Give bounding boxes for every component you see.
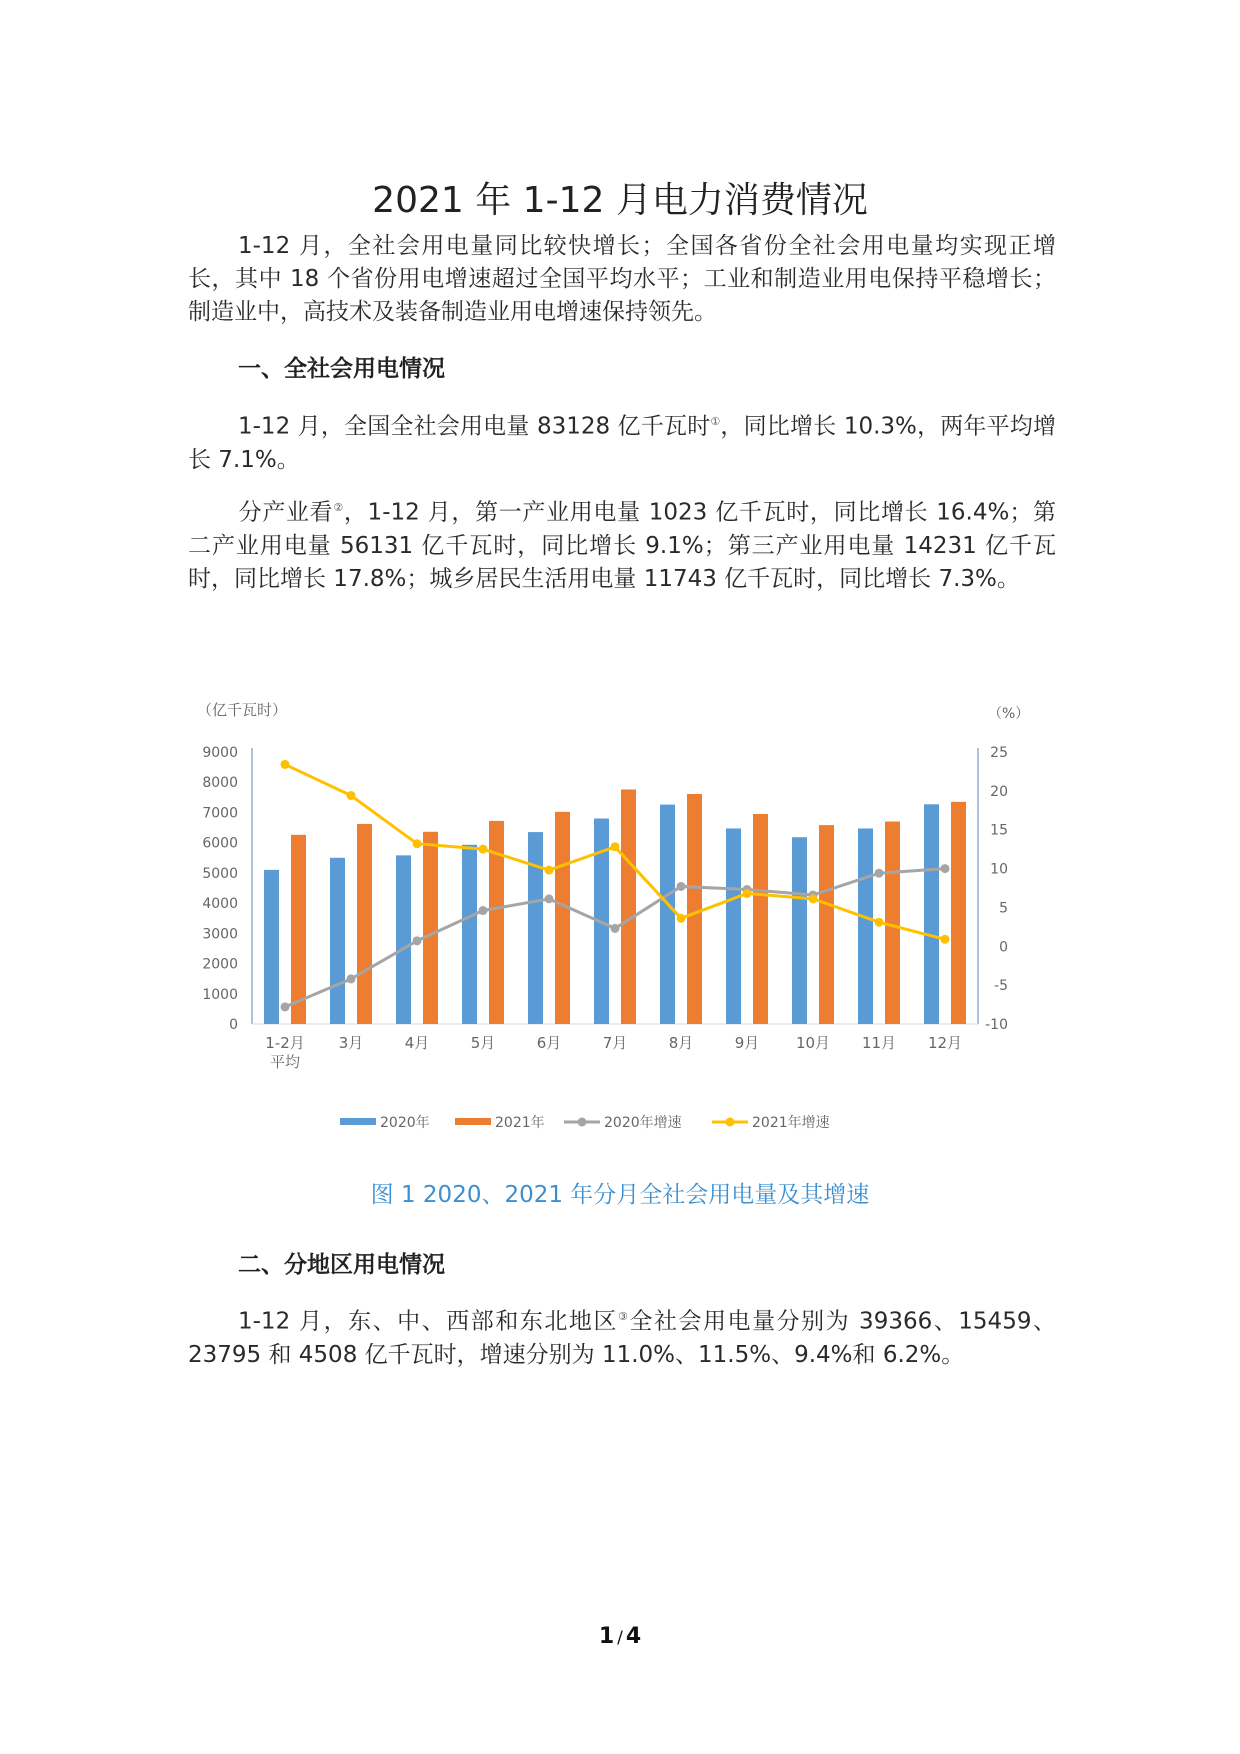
point-2021-growth <box>281 760 290 769</box>
point-2021-growth <box>875 918 884 927</box>
right-tick-label: 25 <box>990 745 1008 761</box>
point-2021-growth <box>545 866 554 875</box>
right-tick-label: 15 <box>990 822 1008 839</box>
bar-2021 <box>885 822 900 1024</box>
footnote-mark-1: ① <box>710 415 721 428</box>
legend-label-0: 2020年 <box>380 1115 430 1131</box>
section1-heading: 一、全社会用电情况 <box>238 356 445 382</box>
footnote-mark-3: ③ <box>618 1310 630 1323</box>
right-tick-label: 10 <box>990 861 1008 878</box>
bar-2020 <box>924 804 939 1024</box>
footnote-mark-2: ② <box>333 501 344 514</box>
legend-marker-3 <box>726 1118 735 1127</box>
bar-2020 <box>330 858 345 1024</box>
point-2020-growth <box>545 894 554 903</box>
point-2021-growth <box>677 914 686 923</box>
left-tick-label: 4000 <box>202 896 238 913</box>
right-tick-label: -10 <box>985 1017 1008 1033</box>
section2-paragraph1 <box>188 1300 1056 1372</box>
right-tick-label: 20 <box>990 783 1008 800</box>
point-2021-growth <box>347 791 356 800</box>
left-tick-label: 1000 <box>202 986 238 1003</box>
point-2020-growth <box>941 864 950 873</box>
s1p1-text-b: ，同比增长 10.3%，两年平均增长 7.1%。 <box>188 413 1056 473</box>
chart-labels <box>197 701 1029 1071</box>
intro-text: 1-12 月，全社会用电量同比较快增长；全国各省份全社会用电量均实现正增长，其中 18 个省份用电增速超过全国平均水平；工业和制造业用电保持平稳增长；制造业中，高技术及装备制造业用电增速保持领先。 <box>188 233 1056 325</box>
bar-2020 <box>726 828 741 1024</box>
bar-2021 <box>291 835 306 1024</box>
x-tick-label: 5月 <box>470 1034 496 1052</box>
point-2021-growth <box>809 894 818 903</box>
x-tick-label: 平均 <box>269 1053 301 1071</box>
line-2020-growth <box>285 869 945 1007</box>
x-tick-label: 10月 <box>795 1034 831 1052</box>
chart-lines <box>281 760 950 1011</box>
legend-marker-2 <box>578 1118 587 1127</box>
page-separator: / <box>617 1628 623 1648</box>
bar-2021 <box>819 825 834 1024</box>
left-tick-label: 5000 <box>202 865 238 882</box>
right-tick-label: 0 <box>999 939 1008 956</box>
section2-heading: 二、分地区用电情况 <box>238 1252 445 1278</box>
x-tick-label: 7月 <box>602 1034 628 1052</box>
bar-2021 <box>621 789 636 1024</box>
left-tick-label: 9000 <box>202 745 238 761</box>
point-2020-growth <box>611 924 620 933</box>
legend-label-2: 2020年增速 <box>604 1115 682 1131</box>
point-2021-growth <box>743 889 752 898</box>
point-2021-growth <box>611 842 620 851</box>
x-tick-label: 4月 <box>404 1034 430 1052</box>
left-tick-label: 6000 <box>202 835 238 852</box>
legend-swatch-1 <box>455 1118 491 1125</box>
point-2020-growth <box>677 882 686 891</box>
line-2021-growth <box>285 764 945 939</box>
bar-2021 <box>555 812 570 1024</box>
bar-2020 <box>528 832 543 1024</box>
page-number <box>0 1624 1240 1649</box>
document-title: 2021 年 1-12 月电力消费情况 <box>372 180 868 221</box>
s2p1-text-a: 1-12 月，东、中、西部和东北地区 <box>238 1308 618 1335</box>
left-tick-label: 8000 <box>202 775 238 792</box>
right-tick-label: -5 <box>994 978 1008 995</box>
point-2021-growth <box>941 935 950 944</box>
legend-label-3: 2021年增速 <box>752 1115 830 1131</box>
s1p2-text-b: ，1-12 月，第一产业用电量 1023 亿千瓦时，同比增长 16.4%；第二产业用电量 56131 亿千瓦时，同比增长 9.1%；第三产业用电量 14231 亿千瓦时，同比增长 17.8%；城乡居民生活用电量 11743 亿千瓦时，同比增长 7.3%。 <box>188 499 1056 592</box>
bar-2020 <box>858 828 873 1024</box>
chart-bars <box>264 789 966 1024</box>
x-tick-label: 9月 <box>734 1034 760 1052</box>
x-tick-label: 6月 <box>536 1034 562 1052</box>
x-tick-label: 3月 <box>338 1034 364 1052</box>
point-2020-growth <box>347 974 356 983</box>
x-tick-label: 12月 <box>927 1034 963 1052</box>
bar-2021 <box>951 802 966 1024</box>
bar-2020 <box>264 870 279 1024</box>
left-tick-label: 3000 <box>202 926 238 943</box>
bar-2021 <box>687 794 702 1024</box>
page-current: 1 <box>598 1624 615 1649</box>
section1-paragraph2 <box>188 491 1056 596</box>
figure-caption: 图 1 2020、2021 年分月全社会用电量及其增速 <box>370 1182 870 1208</box>
point-2020-growth <box>875 869 884 878</box>
bar-2020 <box>792 837 807 1024</box>
point-2020-growth <box>281 1002 290 1011</box>
bar-2021 <box>357 824 372 1024</box>
bar-2020 <box>462 845 477 1024</box>
x-tick-label: 1-2月 <box>265 1034 305 1052</box>
s2p1-text-b: 全社会用电量分别为 39366、15459、23795 和 4508 亿千瓦时，增速分别为 11.0%、11.5%、9.4%和 6.2%。 <box>188 1308 1056 1368</box>
legend-swatch-0 <box>340 1118 376 1125</box>
point-2021-growth <box>479 845 488 854</box>
left-tick-label: 7000 <box>202 805 238 822</box>
left-unit-label: （亿千瓦时） <box>197 701 288 719</box>
right-unit-label: （%） <box>988 706 1030 722</box>
intro-paragraph <box>188 230 1056 329</box>
right-tick-label: 5 <box>999 900 1008 917</box>
page-total: 4 <box>625 1624 642 1649</box>
point-2020-growth <box>413 936 422 945</box>
x-tick-label: 8月 <box>668 1034 694 1052</box>
left-tick-label: 2000 <box>202 956 238 973</box>
section1-paragraph1 <box>188 405 1056 477</box>
point-2020-growth <box>479 906 488 915</box>
legend-label-1: 2021年 <box>495 1115 545 1131</box>
bar-2021 <box>423 832 438 1024</box>
s1p1-text-a: 1-12 月，全国全社会用电量 83128 亿千瓦时 <box>238 413 711 440</box>
bar-2020 <box>396 855 411 1024</box>
bar-2020 <box>660 805 675 1024</box>
x-tick-label: 11月 <box>861 1034 897 1052</box>
bar-2021 <box>753 814 768 1024</box>
electricity-consumption-chart <box>180 690 1050 1160</box>
point-2021-growth <box>413 839 422 848</box>
chart-legend <box>340 1114 830 1131</box>
s1p2-text-a: 分产业看 <box>238 499 334 526</box>
left-tick-label: 0 <box>229 1017 238 1033</box>
